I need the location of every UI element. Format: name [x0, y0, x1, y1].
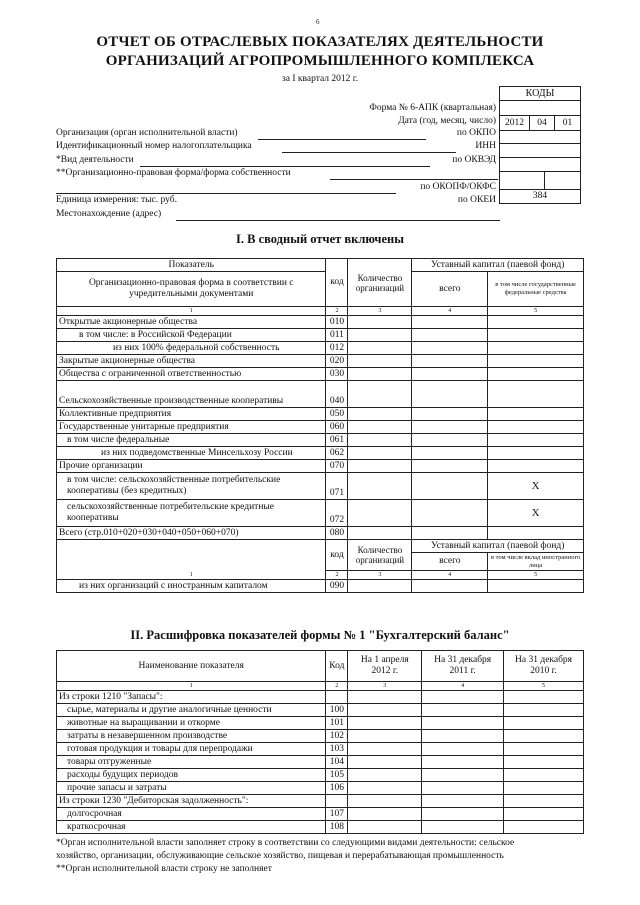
t1-sub-header-total: всего [412, 553, 488, 571]
cell[interactable] [422, 756, 504, 769]
field-address-label: Местонахождение (адрес) [56, 209, 162, 219]
row-code: 090 [326, 580, 348, 593]
row-label: сырье, материалы и другие аналогичные ценности [57, 704, 326, 717]
field-address-line[interactable] [176, 220, 500, 221]
cell[interactable] [488, 316, 584, 329]
cell[interactable] [412, 527, 488, 540]
field-organization-label: Организация (орган исполнительной власти) [56, 128, 238, 138]
table-row [57, 381, 584, 408]
x-mark: X [488, 473, 584, 500]
section2-title: II. Расшифровка показателей формы № 1 "Бухгалтерский баланс" [130, 628, 510, 642]
cell[interactable] [422, 717, 504, 730]
t2-num-5: 5 [504, 682, 584, 691]
field-okopf-code: по ОКОПФ/ОКФС [420, 182, 496, 192]
row-code [326, 795, 348, 808]
cell[interactable] [412, 580, 488, 593]
field-unit-label: Единица измерения: тыс. руб. [56, 195, 177, 205]
row-code: 010 [326, 316, 348, 329]
row-label: Из строки 1210 "Запасы": [57, 691, 326, 704]
cell[interactable] [412, 368, 488, 381]
row-label: Коллективные предприятия [57, 408, 326, 421]
table-row [57, 704, 584, 717]
field-activity-label: *Вид деятельности [56, 155, 134, 165]
cell[interactable] [422, 808, 504, 821]
cell[interactable] [348, 316, 412, 329]
t2-num-1: 1 [57, 682, 326, 691]
cell[interactable] [348, 795, 422, 808]
cell[interactable] [348, 756, 422, 769]
table-row [57, 769, 584, 782]
row-code: 102 [326, 730, 348, 743]
row-label: из них организаций с иностранным капиталом [57, 580, 326, 593]
field-organization-code: по ОКПО [456, 128, 496, 138]
cell[interactable] [348, 355, 412, 368]
t1-sub-num-3: 3 [348, 571, 412, 580]
okei-value: 384 [500, 189, 580, 203]
t1-header-indicator: Показатель [57, 259, 326, 272]
footnote-1b: хозяйство, организации, обслуживающие сельское хозяйство, пищевая и перерабатывающая промышленность [56, 851, 504, 861]
cell[interactable] [348, 730, 422, 743]
row-code: 104 [326, 756, 348, 769]
row-label-line2: кооперативы [67, 513, 119, 523]
t2-num-2: 2 [326, 682, 348, 691]
cell[interactable] [488, 434, 584, 447]
table-row [57, 342, 584, 355]
row-code [326, 691, 348, 704]
t1-num-1: 1 [57, 307, 326, 316]
cell[interactable] [422, 795, 504, 808]
cell[interactable] [348, 782, 422, 795]
row-label: долгосрочная [57, 808, 326, 821]
page-number: 6 [316, 18, 320, 26]
cell[interactable] [504, 808, 584, 821]
table-row [57, 717, 584, 730]
cell[interactable] [348, 342, 412, 355]
row-code: 011 [326, 329, 348, 342]
cell[interactable] [488, 342, 584, 355]
cell[interactable] [348, 769, 422, 782]
cell[interactable] [348, 421, 412, 434]
cell[interactable] [348, 580, 412, 593]
footnote-1: *Орган исполнительной власти заполняет строку в соответствии со следующими видами деятельности: сельское [56, 838, 515, 848]
table-row [57, 756, 584, 769]
row-code: 105 [326, 769, 348, 782]
cell[interactable] [488, 329, 584, 342]
row-code: 071 [326, 473, 348, 500]
row-label-line2: кооперативы (без кредитных) [67, 486, 187, 496]
t1-header-capital: Уставный капитал (паевой фонд) [412, 259, 584, 272]
cell[interactable] [348, 821, 422, 834]
t1-header-count: Количество организаций [348, 259, 412, 307]
cell[interactable] [348, 368, 412, 381]
cell[interactable] [348, 500, 412, 527]
cell[interactable] [504, 743, 584, 756]
table-row [57, 527, 584, 540]
row-label: Из строки 1230 "Дебиторская задолженность": [57, 795, 326, 808]
row-label: из них 100% федеральной собственность [57, 342, 326, 355]
t2-header-c2: На 31 декабря 2011 г. [422, 651, 504, 682]
cell[interactable] [488, 408, 584, 421]
t2-header-c3: На 31 декабря 2010 г. [504, 651, 584, 682]
table-row [57, 743, 584, 756]
cell[interactable] [412, 421, 488, 434]
cell[interactable] [488, 460, 584, 473]
cell[interactable] [412, 342, 488, 355]
cell[interactable] [348, 473, 412, 500]
t1-sub-num-1: 1 [57, 571, 326, 580]
date-year: 2012 [500, 116, 530, 130]
row-code: 106 [326, 782, 348, 795]
row-code: 070 [326, 460, 348, 473]
row-label: из них подведомственные Минсельхозу России [57, 447, 326, 460]
cell[interactable] [504, 730, 584, 743]
date-code-cells [500, 115, 580, 131]
field-inn-line[interactable] [282, 152, 456, 153]
t2-header-c1: На 1 апреля 2012 г. [348, 651, 422, 682]
cell[interactable] [422, 821, 504, 834]
row-code: 107 [326, 808, 348, 821]
row-label: в том числе федеральные [57, 434, 326, 447]
t1-sub-header-capital: Уставный капитал (паевой фонд) [412, 540, 584, 553]
row-label-line1: сельскохозяйственные потребительские кредитные [67, 502, 275, 512]
table-row [57, 408, 584, 421]
field-okei-code: по ОКЕИ [457, 195, 496, 205]
cell[interactable] [504, 821, 584, 834]
cell[interactable] [412, 355, 488, 368]
row-code: 050 [326, 408, 348, 421]
t1-header-total: всего [412, 272, 488, 307]
row-code: 020 [326, 355, 348, 368]
row-code: 080 [326, 527, 348, 540]
row-label: прочие запасы и затраты [57, 782, 326, 795]
row-code: 103 [326, 743, 348, 756]
t1-num-4: 4 [412, 307, 488, 316]
table-row [57, 368, 584, 381]
cell[interactable] [348, 527, 412, 540]
cell[interactable] [488, 447, 584, 460]
t1-header-federal: в том числе государственные федеральные средства [488, 272, 584, 307]
cell[interactable] [348, 704, 422, 717]
form-label: Форма № 6-АПК (квартальная) [369, 103, 496, 113]
table-row [57, 808, 584, 821]
t1-sub-num-4: 4 [412, 571, 488, 580]
cell[interactable] [488, 421, 584, 434]
row-code: 100 [326, 704, 348, 717]
t1-num-2: 2 [326, 307, 348, 316]
t2-header-code: Код [326, 651, 348, 682]
row-label: Общества с ограниченной ответственностью [57, 368, 326, 381]
cell[interactable] [422, 743, 504, 756]
cell[interactable] [412, 500, 488, 527]
cell[interactable] [422, 769, 504, 782]
table-row [57, 580, 584, 593]
table-row [57, 355, 584, 368]
cell[interactable] [504, 782, 584, 795]
cell[interactable] [412, 434, 488, 447]
row-label: Прочие организации [57, 460, 326, 473]
footnote-2: **Орган исполнительной власти строку не заполняет [56, 864, 272, 874]
t1-sub-header-count: Количество организаций [348, 540, 412, 571]
table-row [57, 473, 584, 500]
row-code: 060 [326, 421, 348, 434]
row-code: 062 [326, 447, 348, 460]
field-activity-line[interactable] [140, 166, 430, 167]
row-code: 108 [326, 821, 348, 834]
cell[interactable] [422, 782, 504, 795]
cell[interactable] [412, 329, 488, 342]
cell[interactable] [348, 460, 412, 473]
row-code: 101 [326, 717, 348, 730]
row-label: Всего (стр.010+020+030+040+050+060+070) [57, 527, 326, 540]
cell[interactable] [504, 769, 584, 782]
row-code: 030 [326, 368, 348, 381]
field-legal-form-line[interactable] [330, 179, 498, 180]
table-row [57, 329, 584, 342]
row-label: затраты в незавершенном производстве [57, 730, 326, 743]
cell[interactable] [348, 717, 422, 730]
cell[interactable] [504, 691, 584, 704]
table-row [57, 434, 584, 447]
cell[interactable] [412, 381, 488, 408]
field-inn-code: ИНН [475, 141, 496, 151]
row-label: расходы будущих периодов [57, 769, 326, 782]
t1-sub-num-2: 2 [326, 571, 348, 580]
date-label: Дата (год, месяц, число) [398, 116, 496, 126]
t1-sub-blank [57, 540, 326, 571]
row-label: готовая продукция и товары для перепродажи [57, 743, 326, 756]
codes-header: КОДЫ [500, 87, 580, 101]
cell[interactable] [422, 691, 504, 704]
table-row [57, 782, 584, 795]
report-title-line1: ОТЧЕТ ОБ ОТРАСЛЕВЫХ ПОКАЗАТЕЛЯХ ДЕЯТЕЛЬНОСТИ [96, 34, 544, 50]
t1-num-3: 3 [348, 307, 412, 316]
cell[interactable] [412, 447, 488, 460]
row-label [57, 500, 326, 527]
row-label: Закрытые акционерные общества [57, 355, 326, 368]
cell[interactable] [348, 408, 412, 421]
cell[interactable] [504, 717, 584, 730]
table-row [57, 730, 584, 743]
t1-header-form: Организационно-правовая форма в соответствии с учредительными документами [57, 272, 326, 307]
cell[interactable] [348, 434, 412, 447]
date-month: 04 [530, 116, 555, 130]
row-label-line1: в том числе: сельскохозяйственные потребительские [67, 475, 281, 485]
cell[interactable] [348, 329, 412, 342]
cell[interactable] [412, 460, 488, 473]
t2-header-name: Наименование показателя [57, 651, 326, 682]
t1-sub-header-code: код [326, 540, 348, 571]
field-inn-label: Идентификационный номер налогоплательщика [56, 141, 252, 151]
field-legal-form-line2[interactable] [56, 193, 396, 194]
table-row [57, 821, 584, 834]
row-label: в том числе: в Российской Федерации [57, 329, 326, 342]
table-row [57, 421, 584, 434]
date-day: 01 [562, 118, 573, 128]
cell[interactable] [422, 730, 504, 743]
cell[interactable] [504, 756, 584, 769]
table-included-organizations [56, 258, 584, 593]
row-code: 072 [326, 500, 348, 527]
field-legal-form-label: **Организационно-правовая форма/форма собственности [56, 168, 291, 178]
codes-box [499, 86, 581, 204]
row-label: краткосрочная [57, 821, 326, 834]
cell[interactable] [488, 580, 584, 593]
t1-sub-header-foreign: в том числе вклад иностранного лица [488, 553, 584, 571]
row-label: Сельскохозяйственные производственные кооперативы [57, 381, 326, 408]
section1-title: I. В сводный отчет включены [236, 232, 404, 246]
cell[interactable] [348, 808, 422, 821]
cell[interactable] [422, 704, 504, 717]
row-code: 040 [326, 381, 348, 408]
table-row [57, 500, 584, 527]
field-activity-code: по ОКВЭД [452, 155, 496, 165]
row-label [57, 473, 326, 500]
cell[interactable] [504, 795, 584, 808]
row-code: 012 [326, 342, 348, 355]
row-label: Государственные унитарные предприятия [57, 421, 326, 434]
cell[interactable] [504, 704, 584, 717]
row-code: 061 [326, 434, 348, 447]
cell[interactable] [488, 381, 584, 408]
table-row [57, 691, 584, 704]
cell[interactable] [412, 473, 488, 500]
table-row [57, 316, 584, 329]
field-organization-line[interactable] [258, 139, 426, 140]
row-label: товары отгруженные [57, 756, 326, 769]
t2-num-4: 4 [422, 682, 504, 691]
table-row [57, 447, 584, 460]
cell[interactable] [348, 743, 422, 756]
report-title-line2: ОРГАНИЗАЦИЙ АГРОПРОМЫШЛЕННОГО КОМПЛЕКСА [105, 53, 535, 69]
table-balance-breakdown [56, 650, 584, 834]
t1-num-5: 5 [488, 307, 584, 316]
cell[interactable] [348, 447, 412, 460]
cell[interactable] [348, 691, 422, 704]
t1-sub-num-5: 5 [488, 571, 584, 580]
table-row [57, 460, 584, 473]
t1-header-code: код [326, 259, 348, 307]
cell[interactable] [488, 527, 584, 540]
report-period: за I квартал 2012 г. [282, 74, 358, 84]
x-mark: X [488, 500, 584, 527]
t2-num-3: 3 [348, 682, 422, 691]
table-row [57, 795, 584, 808]
cell[interactable] [412, 316, 488, 329]
row-label: животные на выращивании и откорме [57, 717, 326, 730]
cell[interactable] [412, 408, 488, 421]
cell[interactable] [348, 381, 412, 408]
cell[interactable] [488, 368, 584, 381]
row-label: Открытые акционерные общества [57, 316, 326, 329]
cell[interactable] [488, 355, 584, 368]
